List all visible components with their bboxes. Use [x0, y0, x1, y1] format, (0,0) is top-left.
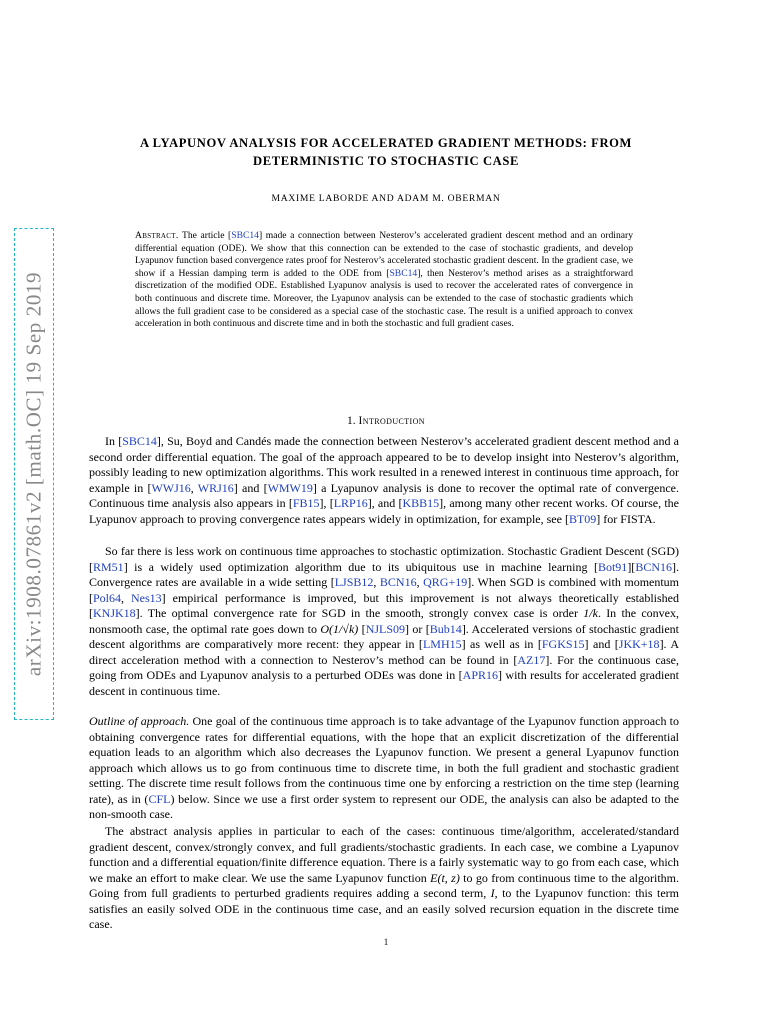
paper-title [96, 134, 676, 170]
citation-link[interactable]: Bub14 [429, 621, 462, 636]
citation-link[interactable]: SBC14 [122, 434, 157, 448]
citation-link[interactable]: Bot91 [597, 559, 628, 574]
citation-link[interactable]: KBB15 [402, 496, 440, 510]
abstract-text: The article [ [178, 230, 232, 241]
math-expression: O(1/√k) [320, 621, 359, 636]
intro-paragraph-2: So far there is less work on continuous time approaches to stochastic optimization. Stochastic Gradient Descent (SGD) [RM51] is a widely used optimization algorithm due to its ubiquitous use in machine learning [Bot91][BCN16]. Convergence rates are available in a wide setting [LJSB12, BCN16, QRG+19]. When SGD is combined with momentum [Pol64, Nes13] empirical performance is improved, but this improvement is not always theoretically established [KNJK18]. The optimal convergence rate for SGD in the smooth, strongly convex case is order 1/k. In the convex, nonsmooth case, the optimal rate goes down to O(1/√k) [NJLS09] or [Bub14]. Accelerated versions of stochastic gradient descent algorithms are comparatively more recent: they appear in [LMH15] as well as in [FGKS15] and [JKK+18]. A direct acceleration method with a connection to Nesterov’s method can be found in [AZ17]. For the continuous case, going from ODEs and Lyapunov analysis to a perturbed ODEs was done in [APR16] with results for accelerated gradient descent in continuous time. [89, 544, 680, 698]
math-expression: E(t, z) [430, 870, 460, 885]
citation-link[interactable]: FB15 [292, 496, 320, 510]
citation-link[interactable]: KNJK18 [93, 606, 136, 620]
citation-link[interactable]: Nes13 [131, 590, 162, 605]
citation-link[interactable]: SBC14 [231, 230, 259, 241]
citation-link[interactable]: LRP16 [333, 496, 368, 510]
equation-ref-link[interactable]: CFL [148, 791, 171, 806]
citation-link[interactable]: SBC14 [389, 267, 418, 279]
title-line-1: A LYAPUNOV ANALYSIS FOR ACCELERATED GRADIENT METHODS: FROM [139, 136, 633, 150]
math-expression: I [490, 886, 495, 900]
math-expression: 1/k [583, 606, 598, 620]
citation-link[interactable]: NJLS09 [365, 621, 406, 636]
abstract-label: Abstract. [135, 230, 179, 241]
outline-label: Outline of approach. [89, 714, 190, 728]
citation-link[interactable]: AZ17 [517, 652, 546, 667]
title-line-2: DETERMINISTIC TO STOCHASTIC CASE [253, 154, 519, 168]
citation-link[interactable]: BCN16 [635, 559, 672, 574]
citation-link[interactable]: Pol64 [93, 590, 122, 605]
citation-link[interactable]: FGKS15 [541, 637, 585, 651]
arxiv-identifier[interactable]: arXiv:1908.07861v2 [math.OC] 19 Sep 2019 [21, 271, 46, 677]
page-number: 1 [383, 937, 389, 947]
citation-link[interactable]: JKK+18 [618, 637, 660, 651]
citation-link[interactable]: BCN16 [379, 575, 417, 589]
section-title: Introduction [358, 415, 425, 427]
citation-link[interactable]: WWJ16 [151, 480, 191, 495]
citation-link[interactable]: APR16 [462, 668, 498, 682]
intro-paragraph-1: In [SBC14], Su, Boyd and Candés made the connection between Nesterov’s accelerated gradient descent method and a second order differential equation. The goal of the approach appeared to be to develop insight into Nesterov’s algorithm, possibly leading to new optimization algorithms. This work resulted in a renewed interest in continuous time approach, for example in [WWJ16, WRJ16] and [WMW19] a Lyapunov analysis is done to recover the optimal rate of convergence. Continuous time analysis also appears in [FB15], [LRP16], and [KBB15], among many other recent works. Of course, the Lyapunov approach to proving convergence rates appears widely in optimization, for example, see [BT09] for FISTA. [89, 434, 679, 526]
section-heading [96, 415, 676, 427]
authors: MAXIME LABORDE AND ADAM M. OBERMAN [271, 193, 501, 204]
citation-link[interactable]: WRJ16 [197, 480, 234, 495]
outline-paragraph: Outline of approach. One goal of the continuous time approach is to take advantage of the Lyapunov function approach to obtaining convergence rates for differential equations, with the hope that an explicit discretization of the differential equation leads to an algorithm which also decreases the Lyapunov function. We present a general Lyapunov function approach which allows us to go from continuous time to discrete time, in both the full gradient and stochastic gradient setting. The discrete time result follows from the continuous time one by enforcing a restriction on the time step (learning rate), as in (CFL) below. Since we use a first order system to represent our ODE, the analysis can also be adapted to the non-smooth case. [89, 714, 679, 821]
intro-paragraph-4: The abstract analysis applies in particular to each of the cases: continuous time/algorithm, accelerated/standard gradient descent, convex/strongly convex, and full gradients/stochastic gradients. In each case, we combine a Lyapunov function and a differential equation/finite difference equation. There is a fairly systematic way to go from each case, which we make an effort to make clear. We use the same Lyapunov function E(t, z) to go from continuous time to the algorithm. Going from full gradients to perturbed gradients requires adding a second term, I, to the Lyapunov function: this term satisfies an easily solved ODE in the continuous time case, and an easily solved recursion equation in the discrete time case. [89, 824, 679, 931]
citation-link[interactable]: LJSB12 [334, 575, 374, 589]
abstract-text: ] made a connection between Nesterov’s accelerated gradient descent method and an ordinary differential equation (ODE). We show that this connection can be extended to the case of stochastic gradients, and develop Lyapunov function based convergence rates proof for Nesterov’s accelerated stochastic gradient descent. In the gradient case, we show if a Hessian damping term is added to the ODE from [ [135, 230, 633, 279]
citation-link[interactable]: BT09 [568, 511, 597, 526]
section-number: 1. [347, 415, 359, 427]
citation-link[interactable]: RM51 [93, 559, 124, 574]
citation-link[interactable]: WMW19 [267, 480, 313, 495]
abstract-text: ], then Nesterov’s method arises as a straightforward discretization of the modified ODE. Established Lyapunov analysis is used to recover the accelerated rates of convergence in both continuous and discrete time. Moreover, the Lyapunov analysis can be extended to the case of stochastic gradients which allows the full gradient case to be considered as a special case of the stochastic case. The result is a unified approach to convex acceleration in both continuous and discrete time and in both the stochastic and full gradient cases. [135, 267, 633, 330]
citation-link[interactable]: LMH15 [422, 637, 462, 651]
abstract [135, 230, 633, 331]
citation-link[interactable]: QRG+19 [423, 575, 468, 589]
